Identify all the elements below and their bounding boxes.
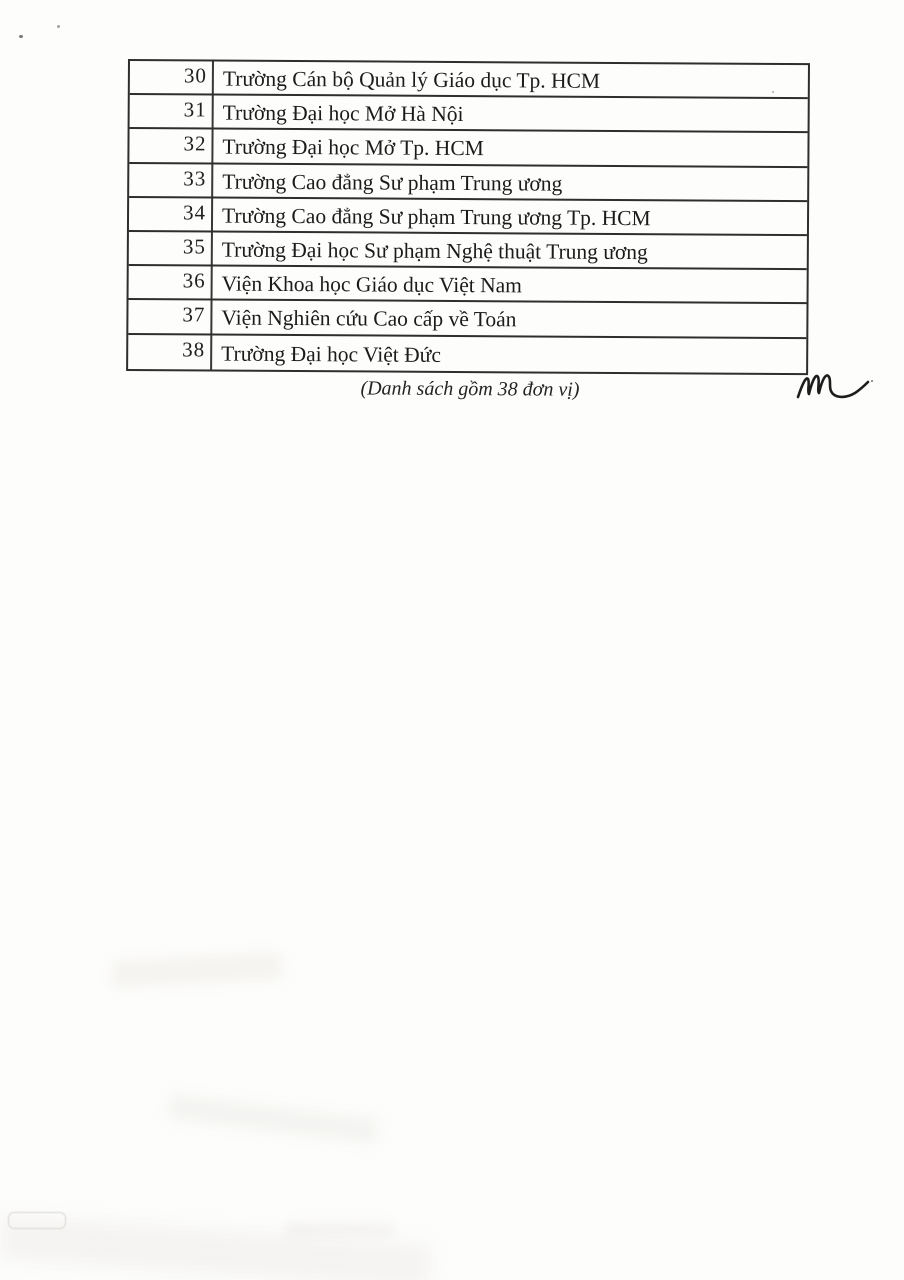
table-row <box>130 95 808 133</box>
row-number: 31 <box>130 95 214 128</box>
institution-name: Trường Cán bộ Quản lý Giáo dục Tp. HCM <box>222 66 601 93</box>
row-number: 37 <box>128 300 212 333</box>
institution-name: Trường Đại học Mở Tp. HCM <box>222 135 484 161</box>
institution-name: Trường Đại học Mở Hà Nội <box>222 100 464 127</box>
table-row <box>128 335 806 373</box>
institution-name: Trường Cao đẳng Sư phạm Trung ương <box>222 169 563 196</box>
institution-name: Viện Nghiên cứu Cao cấp về Toán <box>221 305 517 332</box>
signature-initials <box>795 368 875 406</box>
scan-speck <box>19 35 23 38</box>
table-row <box>128 300 806 338</box>
scan-artifact <box>111 952 282 989</box>
institution-name: Trường Đại học Sư phạm Nghệ thuật Trung ương <box>221 237 648 265</box>
row-number: 35 <box>129 232 213 265</box>
table-row <box>129 164 807 202</box>
table-block <box>126 59 810 403</box>
table-row <box>129 266 807 304</box>
institution-table <box>126 59 810 375</box>
table-row <box>129 129 807 167</box>
row-number: 36 <box>129 266 213 299</box>
institution-name: Trường Cao đẳng Sư phạm Trung ương Tp. HCM <box>221 203 651 231</box>
row-number: 38 <box>128 335 212 370</box>
list-count-note: (Danh sách gồm 38 đơn vị) <box>360 377 580 401</box>
table-row <box>129 232 807 270</box>
row-number: 34 <box>129 198 213 231</box>
row-number: 30 <box>130 61 214 94</box>
scan-speck <box>57 25 60 28</box>
scan-artifact <box>285 1222 395 1236</box>
table-row <box>130 61 808 99</box>
scan-artifact <box>0 1215 431 1280</box>
scan-artifact <box>167 1093 379 1144</box>
row-number: 32 <box>129 129 213 162</box>
row-number: 33 <box>129 164 213 197</box>
scan-artifact <box>8 1212 66 1229</box>
institution-name: Trường Đại học Việt Đức <box>221 341 441 367</box>
table-row <box>129 198 807 236</box>
signature-ink-icon <box>795 368 875 406</box>
institution-name: Viện Khoa học Giáo dục Việt Nam <box>221 271 523 298</box>
